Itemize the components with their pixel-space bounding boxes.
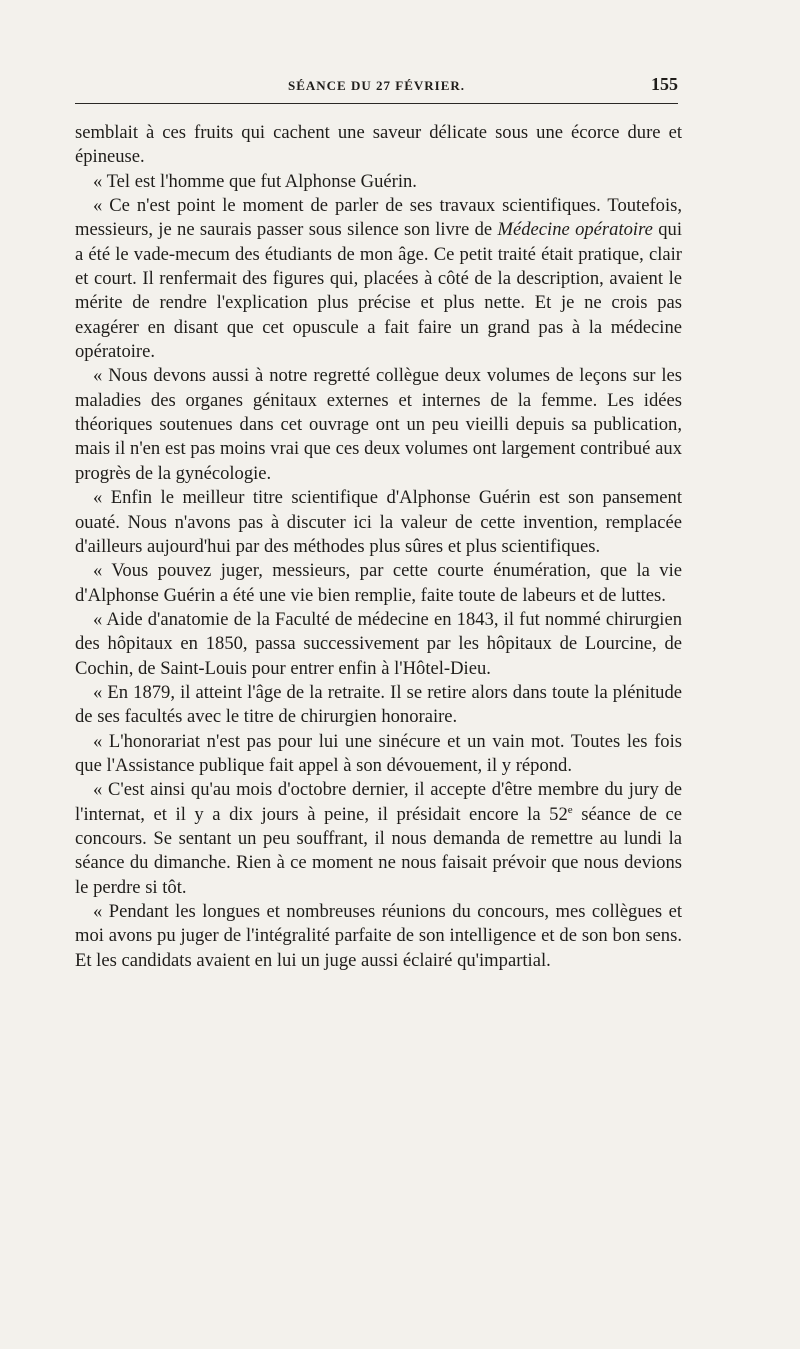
- paragraph-text: « Ce n'est point le moment de parler de ses travaux scientifiques. Toutefois, messieurs, je ne saurais passer sous silence son livre de: [75, 195, 682, 241]
- paragraph: [75, 778, 682, 900]
- paragraph: « L'honorariat n'est pas pour lui une sinécure et un vain mot. Toutes les fois que l'Assistance publique fait appel à son dévouement, il y répond.: [75, 730, 682, 776]
- page-header: [75, 74, 678, 100]
- page-number: 155: [651, 74, 678, 94]
- paragraph: « En 1879, il atteint l'âge de la retraite. Il se retire alors dans toute la plénitude de ses facultés avec le titre de chirurgien honoraire.: [75, 681, 682, 728]
- paragraph: [75, 194, 682, 364]
- paragraph: « Nous devons aussi à notre regretté collègue deux volumes de leçons sur les maladies des organes génitaux externes et internes de la femme. Les idées théoriques soutenues dans cet ouvrage ont un peu vieilli depuis sa publication, mais il n'en est pas moins vrai que ces deux volumes ont largement contribué aux progrès de la gynécologie.: [75, 365, 682, 484]
- body-text: [75, 121, 682, 973]
- paragraph: « Tel est l'homme que fut Alphonse Guérin.: [93, 170, 417, 192]
- paragraph: « Pendant les longues et nombreuses réunions du concours, mes collègues et moi avons pu juger de l'intégralité parfaite de son intelligence et de son bon sens. Et les candidats avaient en lui un juge aussi éclairé qu'impartial.: [75, 901, 682, 971]
- book-title: Médecine opératoire: [497, 219, 653, 241]
- paragraph: semblait à ces fruits qui cachent une saveur délicate sous une écorce dure et épineuse.: [75, 122, 682, 168]
- paragraph-text: séance de ce concours. Se sentant un peu souffrant, il nous demanda de remettre au lundi la séance du dimanche. Rien à ce moment ne nous faisait prévoir que nous devions le perdre si tôt.: [75, 803, 682, 898]
- paragraph-text: « C'est ainsi qu'au mois d'octobre dernier, il accepte d'être membre du jury de l'internat, et il y a dix jours à peine, il présidait encore la 52: [75, 779, 682, 825]
- running-title: SÉANCE DU 27 FÉVRIER.: [287, 78, 466, 93]
- ordinal-superscript: e: [567, 803, 573, 816]
- paragraph-text: qui a été le vade-mecum des étudiants de mon âge. Ce petit traité était pratique, clair et court. Il renfermait des figures qui, placées à côté de la description, avaient le mérite de rendre l'explication plus précise et plus nette. Et je ne crois pas exagérer en disant que cet opuscule a fait faire un grand pas à la médecine opératoire.: [75, 219, 682, 363]
- paragraph: « Aide d'anatomie de la Faculté de médecine en 1843, il fut nommé chirurgien des hôpitaux en 1850, passa successivement par les hôpitaux de Lourcine, de Cochin, de Saint-Louis pour entrer enfin à l'Hôtel-Dieu.: [75, 608, 682, 679]
- header-rule: [75, 103, 678, 104]
- paragraph: « Enfin le meilleur titre scientifique d'Alphonse Guérin est son pansement ouaté. Nous n'avons pas à discuter ici la valeur de cette invention, remplacée d'ailleurs aujourd'hui par des méthodes plus sûres et plus scientifiques.: [75, 487, 682, 557]
- paragraph: « Vous pouvez juger, messieurs, par cette courte énumération, que la vie d'Alphonse Guérin a été une vie bien remplie, faite toute de labeurs et de luttes.: [75, 560, 682, 606]
